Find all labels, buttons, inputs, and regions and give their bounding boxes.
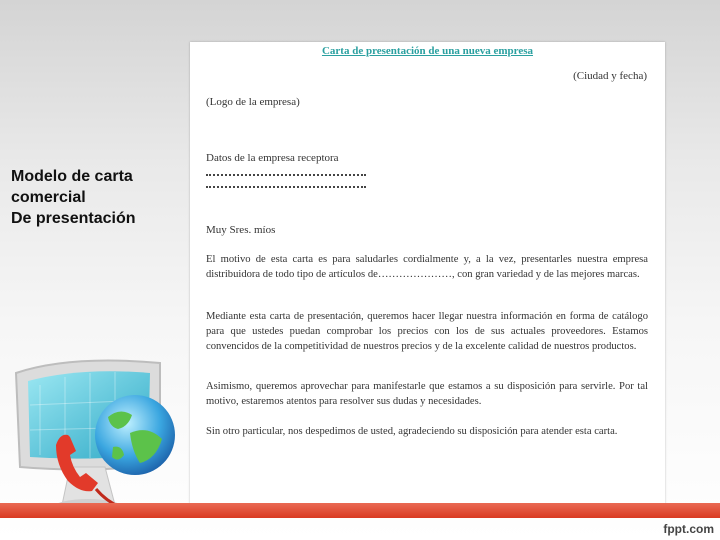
slide-title-line-2: comercial [11,189,86,206]
letter-title: Carta de presentación de una nueva empresa [321,45,534,57]
letter-greeting: Muy Sres. míos [206,224,276,236]
letter-paragraph: Asimismo, queremos aprovechar para manifestarle que estamos a su disposición para servirle. Por tal motivo, estaremos atentos para resolver sus dudas y necesidades. [206,381,648,407]
brand-label: fppt.com [663,522,714,536]
letter-document [190,42,665,504]
letter-paragraph: El motivo de esta carta es para saludarles cordialmente y, a la vez, presentarles nuestra empresa distribuidora de todo tipo de artículos de…………………, con gran variedad y de las mejores marcas. [206,254,648,280]
slide-title-line-1: Modelo de carta [11,168,133,185]
slide-title-line-3: De presentación [11,210,136,227]
slide-title [11,166,181,229]
letter-paragraph: Mediante esta carta de presentación, queremos hacer llegar nuestra información en forma de catálogo para que ustedes puedan comprobar los precios con los de sus actuales proveedores. Estamos convencidos de la competitividad de nuestros precios y de la excelente calidad de nuestros productos. [206,311,648,352]
monitor-globe-phone-icon [10,355,185,525]
footer-accent-bar [0,503,720,518]
letter-city-date: (Ciudad y fecha) [573,70,647,82]
letter-paragraph: Sin otro particular, nos despedimos de usted, agradeciendo su disposición para atender esta carta. [206,426,618,437]
letter-recipient: Datos de la empresa receptora [206,152,339,164]
recipient-dotted-line [206,172,366,176]
recipient-dotted-line [206,184,366,188]
letter-logo-placeholder: (Logo de la empresa) [206,96,300,108]
